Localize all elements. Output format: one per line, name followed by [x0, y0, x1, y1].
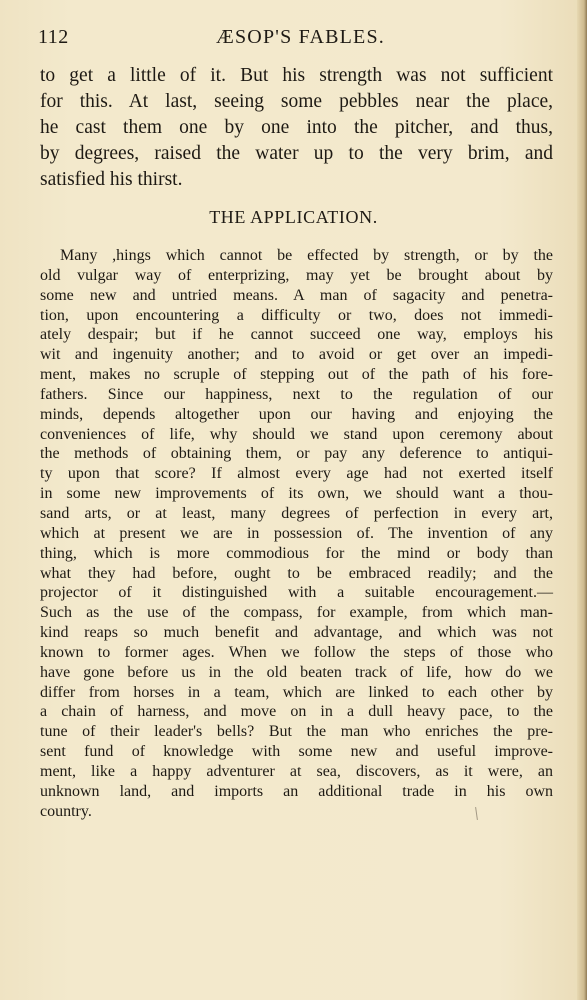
page-edge — [577, 0, 587, 1000]
fable-text — [40, 63, 553, 193]
fable-line: he cast them one by one into the pitcher, and thus, — [40, 117, 553, 138]
application-text — [40, 246, 553, 821]
application-line: Such as the use of the compass, for example, from which man- — [40, 604, 553, 622]
application-line: the methods of obtaining them, or pay any deference to antiqui- — [40, 445, 553, 463]
application-line: sent fund of knowledge with some new and useful improve- — [40, 743, 553, 761]
application-line: ty upon that score? If almost every age had not exerted itself — [40, 465, 553, 483]
page-number: 112 — [38, 26, 69, 48]
application-line: tune of their leader's bells? But the man who enriches the pre- — [40, 723, 553, 741]
application-line: some new and untried means. A man of sagacity and penetra- — [40, 286, 553, 304]
application-line: ment, like a happy adventurer at sea, discovers, as it were, an — [40, 762, 553, 780]
application-line: wit and ingenuity another; and to avoid or get over an impedi- — [40, 346, 553, 364]
application-line: which at present we are in possession of. The invention of any — [40, 524, 553, 542]
application-heading: THE APPLICATION. — [209, 207, 378, 227]
application-line: old vulgar way of enterprizing, may yet be brought about by — [40, 266, 553, 284]
application-line: thing, which is more commodious for the mind or body than — [40, 544, 553, 562]
application-line: ment, makes no scruple of stepping out of the path of his fore- — [40, 366, 553, 384]
application-line: a chain of harness, and move on in a dull heavy pace, to the — [40, 703, 553, 721]
application-line: projector of it distinguished with a suitable encouragement.— — [40, 584, 553, 602]
application-line: what they had before, ought to be embraced readily; and the — [40, 564, 553, 582]
fable-line: to get a little of it. But his strength was not sufficient — [40, 65, 553, 86]
fable-line: for this. At last, seeing some pebbles near the place, — [40, 91, 553, 112]
application-line: minds, depends altogether upon our having and enjoying the — [40, 405, 553, 423]
application-line: ately despair; but if he cannot succeed one way, employs his — [40, 326, 553, 344]
application-line: in some new improvements of its own, we should want a thou- — [40, 485, 553, 503]
fable-line: by degrees, raised the water up to the very brim, and — [40, 143, 553, 164]
application-line: have gone before us in the old beaten track of life, how do we — [40, 663, 553, 681]
application-line: sand arts, or at least, many degrees of perfection in every art, — [40, 504, 553, 522]
fable-line: satisfied his thirst. — [40, 169, 183, 190]
page-header — [38, 26, 554, 52]
application-line: Many ,hings which cannot be effected by strength, or by the — [60, 247, 553, 264]
application-line: differ from horses in a team, which are linked to each other by — [40, 683, 553, 701]
application-line: country. — [40, 802, 92, 820]
running-title: ÆSOP'S FABLES. — [216, 26, 385, 48]
application-line: known to former ages. When we follow the steps of those who — [40, 643, 553, 661]
application-line: tion, upon encountering a difficulty or two, does not immedi- — [40, 306, 553, 324]
application-line: fathers. Since our happiness, next to the regulation of our — [40, 385, 553, 403]
application-line: conveniences of life, why should we stand upon ceremony about — [40, 425, 553, 443]
application-line: unknown land, and imports an additional trade in his own — [40, 782, 553, 800]
application-line: kind reaps so much benefit and advantage, and which was not — [40, 624, 553, 642]
